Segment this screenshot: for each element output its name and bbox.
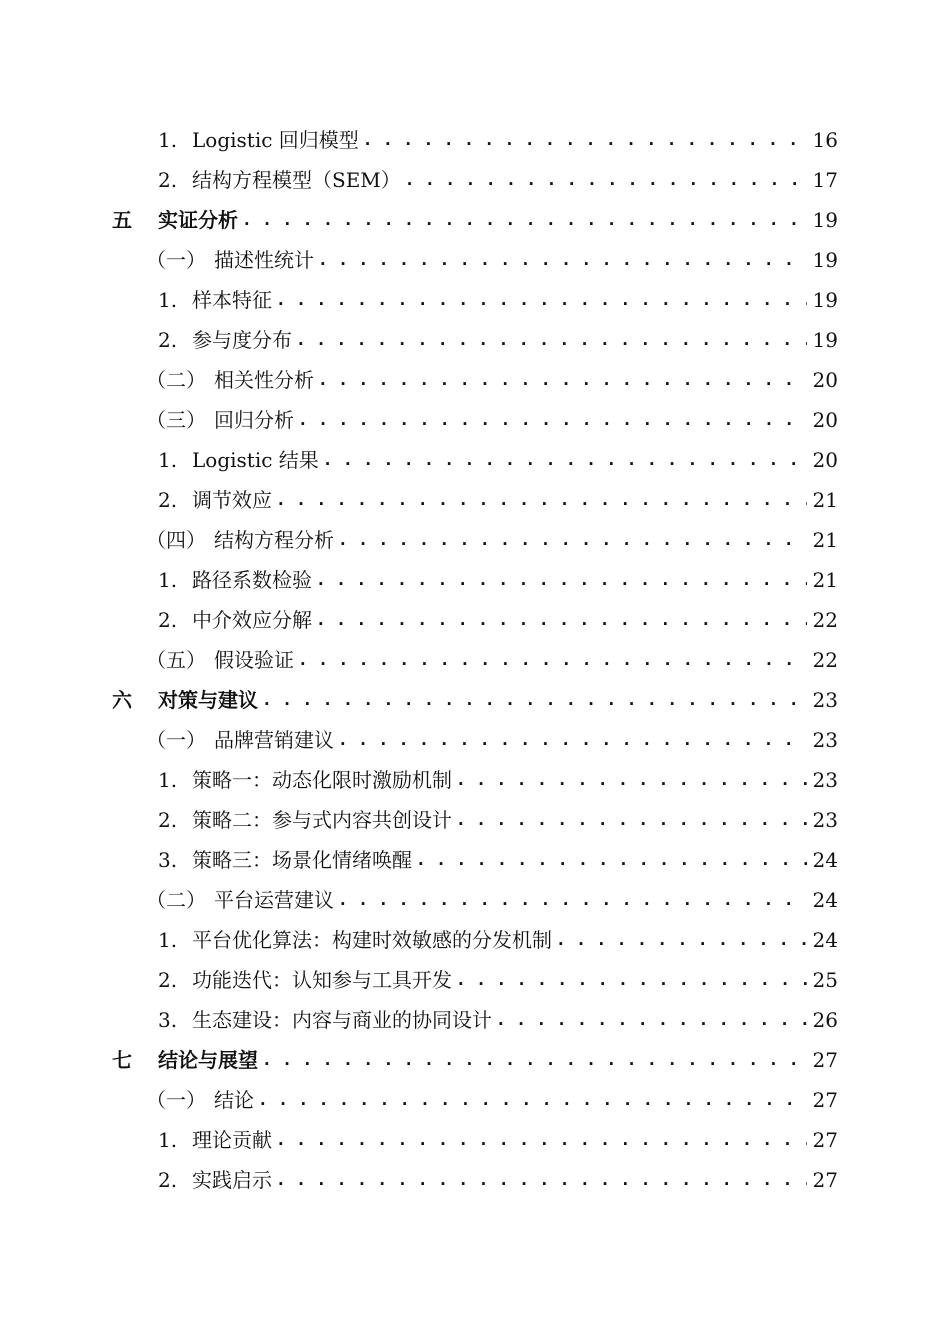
toc-entry-level-2[interactable] — [0, 520, 950, 560]
toc-entry-number: 六 — [112, 688, 132, 712]
toc-entry-page-number: 21 — [812, 488, 838, 512]
toc-dot-leader — [456, 800, 807, 840]
toc-entry-page-number: 20 — [812, 408, 838, 432]
toc-entry-title: 实践启示 — [192, 1168, 272, 1192]
toc-entry-number: 3. — [158, 848, 178, 872]
toc-entry-number: 1. — [158, 1128, 178, 1152]
toc-entry-level-3[interactable] — [0, 440, 950, 480]
toc-dot-leader — [276, 480, 807, 520]
toc-entry-level-3[interactable] — [0, 1000, 950, 1040]
toc-entry-number: 1. — [158, 448, 178, 472]
toc-dot-leader — [338, 880, 807, 920]
toc-entry-level-3[interactable] — [0, 960, 950, 1000]
toc-entry-page-number: 19 — [812, 328, 838, 352]
toc-dot-leader — [316, 600, 807, 640]
toc-dot-leader — [405, 160, 807, 200]
toc-entry-title: 功能迭代：认知参与工具开发 — [192, 968, 452, 992]
toc-dot-leader — [338, 720, 807, 760]
toc-entry-level-3[interactable] — [0, 560, 950, 600]
toc-dot-leader — [262, 680, 807, 720]
toc-dot-leader — [456, 760, 807, 800]
toc-entry-number: 2. — [158, 968, 178, 992]
toc-entry-number: 1. — [158, 568, 178, 592]
toc-entry-level-3[interactable] — [0, 840, 950, 880]
toc-entry-title: 品牌营销建议 — [214, 728, 334, 752]
toc-entry-level-2[interactable] — [0, 240, 950, 280]
toc-dot-leader — [276, 1160, 807, 1200]
toc-entry-title: 中介效应分解 — [192, 608, 312, 632]
toc-entry-level-3[interactable] — [0, 280, 950, 320]
toc-entry-number: （一） — [146, 248, 206, 272]
toc-entry-level-3[interactable] — [0, 480, 950, 520]
toc-entry-title: 相关性分析 — [214, 368, 314, 392]
toc-entry-title: Logistic 回归模型 — [192, 128, 359, 152]
toc-entry-page-number: 19 — [812, 248, 838, 272]
toc-entry-number: （一） — [146, 1088, 206, 1112]
toc-entry-page-number: 16 — [812, 128, 838, 152]
toc-entry-number: 2. — [158, 1168, 178, 1192]
toc-dot-leader — [242, 200, 807, 240]
toc-entry-title: 平台优化算法：构建时效敏感的分发机制 — [192, 928, 552, 952]
toc-entry-level-2[interactable] — [0, 640, 950, 680]
toc-entry-number: （一） — [146, 728, 206, 752]
toc-entry-number: 1. — [158, 128, 178, 152]
toc-entry-number: （五） — [146, 648, 206, 672]
toc-entry-number: 七 — [112, 1048, 132, 1072]
toc-entry-title: 生态建设：内容与商业的协同设计 — [192, 1008, 492, 1032]
toc-entry-title: 样本特征 — [192, 288, 272, 312]
toc-entry-title: 路径系数检验 — [192, 568, 312, 592]
toc-entry-title: 结论 — [214, 1088, 254, 1112]
toc-entry-number: 2. — [158, 328, 178, 352]
toc-dot-leader — [316, 560, 807, 600]
toc-dot-leader — [456, 960, 807, 1000]
toc-entry-title: 策略二：参与式内容共创设计 — [192, 808, 452, 832]
toc-entry-page-number: 27 — [812, 1088, 838, 1112]
toc-entry-level-1[interactable] — [0, 1040, 950, 1080]
toc-entry-title: 回归分析 — [214, 408, 294, 432]
toc-entry-title: 结构方程模型（SEM） — [192, 168, 401, 192]
toc-entry-number: 2. — [158, 488, 178, 512]
toc-entry-number: 2. — [158, 608, 178, 632]
toc-entry-page-number: 20 — [812, 448, 838, 472]
toc-entry-page-number: 27 — [812, 1128, 838, 1152]
toc-entry-level-3[interactable] — [0, 320, 950, 360]
toc-entry-page-number: 20 — [812, 368, 838, 392]
toc-entry-level-2[interactable] — [0, 1080, 950, 1120]
toc-entry-page-number: 23 — [812, 768, 838, 792]
toc-entry-title: 结论与展望 — [158, 1048, 258, 1072]
toc-entry-title: 策略一：动态化限时激励机制 — [192, 768, 452, 792]
toc-entry-page-number: 22 — [812, 608, 838, 632]
toc-entry-number: 1. — [158, 928, 178, 952]
toc-entry-title: 假设验证 — [214, 648, 294, 672]
toc-entry-number: （三） — [146, 408, 206, 432]
toc-entry-page-number: 25 — [812, 968, 838, 992]
toc-entry-level-2[interactable] — [0, 400, 950, 440]
toc-entry-number: （二） — [146, 368, 206, 392]
table-of-contents — [0, 120, 950, 1200]
toc-entry-level-2[interactable] — [0, 880, 950, 920]
toc-entry-number: 五 — [112, 208, 132, 232]
toc-dot-leader — [323, 440, 807, 480]
toc-entry-level-3[interactable] — [0, 1160, 950, 1200]
toc-entry-number: 2. — [158, 168, 178, 192]
toc-dot-leader — [318, 360, 807, 400]
toc-entry-page-number: 24 — [812, 888, 838, 912]
toc-entry-number: （二） — [146, 888, 206, 912]
toc-entry-level-2[interactable] — [0, 360, 950, 400]
toc-entry-number: （四） — [146, 528, 206, 552]
toc-dot-leader — [258, 1080, 807, 1120]
toc-entry-page-number: 19 — [812, 288, 838, 312]
toc-dot-leader — [298, 400, 807, 440]
toc-dot-leader — [276, 280, 807, 320]
toc-entry-title: 平台运营建议 — [214, 888, 334, 912]
toc-entry-page-number: 22 — [812, 648, 838, 672]
toc-dot-leader — [496, 1000, 807, 1040]
toc-entry-title: 参与度分布 — [192, 328, 292, 352]
toc-entry-page-number: 21 — [812, 568, 838, 592]
toc-entry-title: 策略三：场景化情绪唤醒 — [192, 848, 412, 872]
toc-entry-page-number: 23 — [812, 728, 838, 752]
toc-entry-level-1[interactable] — [0, 680, 950, 720]
toc-entry-level-3[interactable] — [0, 600, 950, 640]
toc-entry-title: 结构方程分析 — [214, 528, 334, 552]
toc-entry-level-2[interactable] — [0, 720, 950, 760]
toc-entry-level-3[interactable] — [0, 160, 950, 200]
toc-dot-leader — [262, 1040, 807, 1080]
toc-entry-level-1[interactable] — [0, 200, 950, 240]
toc-dot-leader — [556, 920, 807, 960]
toc-entry-title: 对策与建议 — [158, 688, 258, 712]
toc-entry-page-number: 23 — [812, 808, 838, 832]
toc-entry-page-number: 24 — [812, 848, 838, 872]
toc-entry-title: 描述性统计 — [214, 248, 314, 272]
toc-entry-number: 2. — [158, 808, 178, 832]
toc-entry-page-number: 17 — [812, 168, 838, 192]
toc-entry-page-number: 27 — [812, 1168, 838, 1192]
toc-dot-leader — [298, 640, 807, 680]
toc-entry-level-3[interactable] — [0, 1120, 950, 1160]
toc-dot-leader — [338, 520, 807, 560]
toc-entry-number: 1. — [158, 288, 178, 312]
toc-entry-level-3[interactable] — [0, 760, 950, 800]
toc-entry-level-3[interactable] — [0, 920, 950, 960]
toc-entry-number: 3. — [158, 1008, 178, 1032]
toc-dot-leader — [363, 120, 807, 160]
toc-entry-title: 调节效应 — [192, 488, 272, 512]
toc-entry-number: 1. — [158, 768, 178, 792]
toc-entry-page-number: 23 — [812, 688, 838, 712]
toc-entry-title: Logistic 结果 — [192, 448, 319, 472]
toc-entry-level-3[interactable] — [0, 120, 950, 160]
toc-entry-page-number: 19 — [812, 208, 838, 232]
toc-dot-leader — [276, 1120, 807, 1160]
toc-entry-page-number: 24 — [812, 928, 838, 952]
toc-entry-page-number: 21 — [812, 528, 838, 552]
toc-entry-page-number: 27 — [812, 1048, 838, 1072]
toc-entry-title: 理论贡献 — [192, 1128, 272, 1152]
toc-dot-leader — [296, 320, 807, 360]
toc-entry-page-number: 26 — [812, 1008, 838, 1032]
toc-dot-leader — [416, 840, 807, 880]
toc-entry-title: 实证分析 — [158, 208, 238, 232]
toc-dot-leader — [318, 240, 807, 280]
toc-entry-level-3[interactable] — [0, 800, 950, 840]
